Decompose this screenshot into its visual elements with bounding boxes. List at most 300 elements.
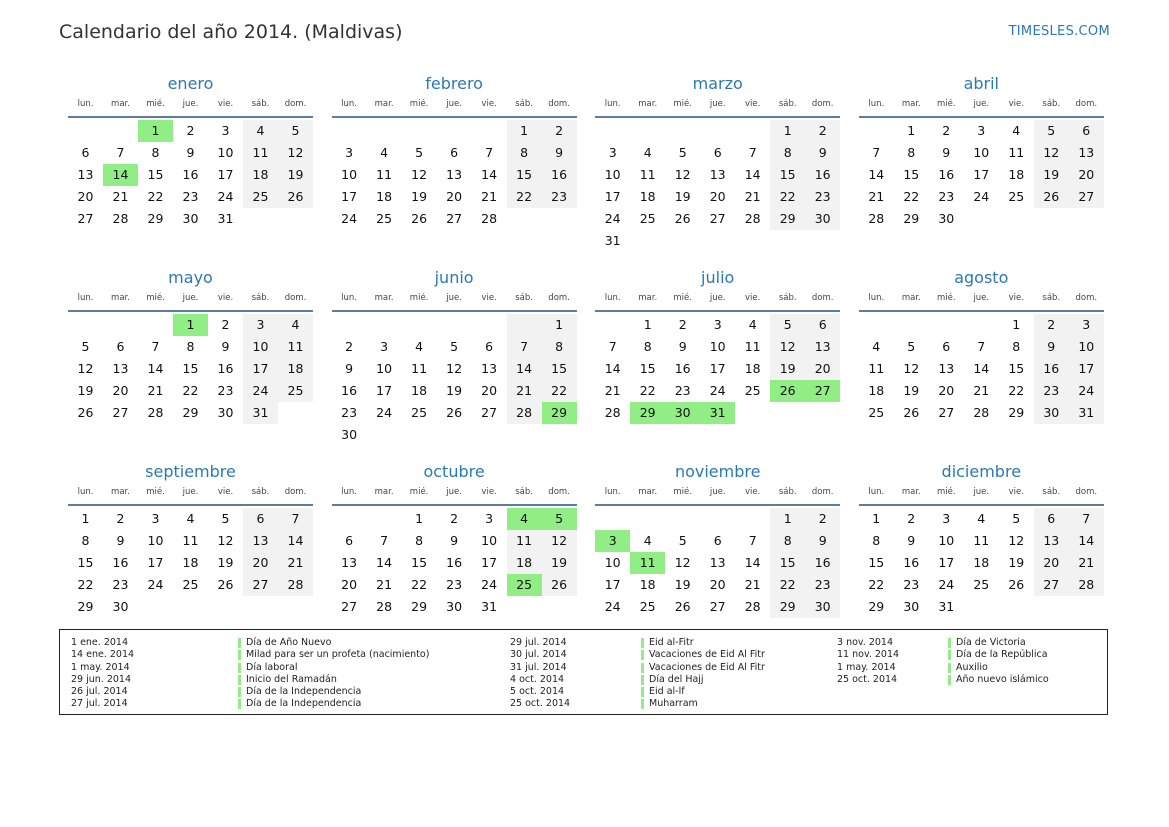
day-cell[interactable]: 4 xyxy=(643,145,652,160)
day-cell[interactable]: 7 xyxy=(380,533,389,548)
day-cell[interactable]: 4 xyxy=(186,511,195,526)
day-cell[interactable]: 14 xyxy=(604,361,621,376)
day-cell[interactable]: 24 xyxy=(147,577,164,592)
day-cell[interactable]: 3 xyxy=(977,123,986,138)
day-cell[interactable]: 25 xyxy=(973,577,990,592)
day-cell[interactable]: 16 xyxy=(805,164,840,186)
day-cell[interactable]: 24 xyxy=(217,189,234,204)
day-cell[interactable]: 2 xyxy=(678,317,687,332)
day-cell[interactable]: 10 xyxy=(217,145,234,160)
day-cell[interactable]: 21 xyxy=(868,189,885,204)
day-cell[interactable]: 4 xyxy=(415,339,424,354)
day-cell[interactable]: 26 xyxy=(1034,186,1069,208)
day-cell[interactable]: 7 xyxy=(485,145,494,160)
day-cell[interactable]: 12 xyxy=(278,142,313,164)
day-cell[interactable]: 24 xyxy=(604,211,621,226)
day-cell[interactable]: 8 xyxy=(415,533,424,548)
day-cell[interactable]: 27 xyxy=(709,211,726,226)
day-cell[interactable]: 24 xyxy=(973,189,990,204)
day-cell[interactable]: 22 xyxy=(639,383,656,398)
day-cell[interactable]: 13 xyxy=(77,167,94,182)
day-cell[interactable]: 6 xyxy=(116,339,125,354)
day-cell[interactable]: 18 xyxy=(278,358,313,380)
day-cell[interactable]: 8 xyxy=(151,145,160,160)
day-cell[interactable]: 20 xyxy=(938,383,955,398)
day-cell[interactable]: 1 xyxy=(138,120,173,142)
day-cell[interactable]: 27 xyxy=(481,405,498,420)
day-cell[interactable]: 29 xyxy=(868,599,885,614)
day-cell[interactable]: 28 xyxy=(376,599,393,614)
day-cell[interactable]: 15 xyxy=(147,167,164,182)
day-cell[interactable]: 23 xyxy=(805,186,840,208)
day-cell[interactable]: 28 xyxy=(1069,574,1104,596)
day-cell[interactable]: 31 xyxy=(1069,402,1104,424)
day-cell[interactable]: 29 xyxy=(147,211,164,226)
day-cell[interactable]: 23 xyxy=(1034,380,1069,402)
day-cell[interactable]: 18 xyxy=(868,383,885,398)
day-cell[interactable]: 19 xyxy=(411,189,428,204)
day-cell[interactable]: 24 xyxy=(481,577,498,592)
day-cell[interactable]: 18 xyxy=(1008,167,1025,182)
day-cell[interactable]: 17 xyxy=(481,555,498,570)
day-cell[interactable]: 9 xyxy=(805,530,840,552)
day-cell[interactable]: 14 xyxy=(1069,530,1104,552)
day-cell[interactable]: 5 xyxy=(450,339,459,354)
day-cell[interactable]: 18 xyxy=(744,361,761,376)
day-cell[interactable]: 4 xyxy=(278,314,313,336)
day-cell[interactable]: 11 xyxy=(411,361,428,376)
day-cell[interactable]: 5 xyxy=(542,508,577,530)
day-cell[interactable]: 9 xyxy=(1034,336,1069,358)
day-cell[interactable]: 11 xyxy=(630,552,665,574)
day-cell[interactable]: 22 xyxy=(903,189,920,204)
day-cell[interactable]: 26 xyxy=(542,574,577,596)
day-cell[interactable]: 19 xyxy=(674,577,691,592)
day-cell[interactable]: 26 xyxy=(674,211,691,226)
day-cell[interactable]: 27 xyxy=(1069,186,1104,208)
day-cell[interactable]: 26 xyxy=(903,405,920,420)
day-cell[interactable]: 27 xyxy=(112,405,129,420)
day-cell[interactable]: 16 xyxy=(446,555,463,570)
day-cell[interactable]: 19 xyxy=(770,358,805,380)
day-cell[interactable]: 29 xyxy=(770,208,805,230)
day-cell[interactable]: 31 xyxy=(243,402,278,424)
day-cell[interactable]: 17 xyxy=(243,358,278,380)
day-cell[interactable]: 8 xyxy=(872,533,881,548)
day-cell[interactable]: 25 xyxy=(376,211,393,226)
day-cell[interactable]: 19 xyxy=(903,383,920,398)
day-cell[interactable]: 1 xyxy=(770,508,805,530)
day-cell[interactable]: 25 xyxy=(639,599,656,614)
day-cell[interactable]: 4 xyxy=(1012,123,1021,138)
day-cell[interactable]: 14 xyxy=(868,167,885,182)
day-cell[interactable]: 10 xyxy=(709,339,726,354)
day-cell[interactable]: 2 xyxy=(221,317,230,332)
day-cell[interactable]: 9 xyxy=(907,533,916,548)
day-cell[interactable]: 12 xyxy=(1008,533,1025,548)
day-cell[interactable]: 19 xyxy=(278,164,313,186)
day-cell[interactable]: 20 xyxy=(1069,164,1104,186)
day-cell[interactable]: 22 xyxy=(770,186,805,208)
day-cell[interactable]: 12 xyxy=(674,555,691,570)
day-cell[interactable]: 24 xyxy=(243,380,278,402)
day-cell[interactable]: 13 xyxy=(1034,530,1069,552)
day-cell[interactable]: 2 xyxy=(345,339,354,354)
day-cell[interactable]: 14 xyxy=(147,361,164,376)
day-cell[interactable]: 2 xyxy=(942,123,951,138)
day-cell[interactable]: 17 xyxy=(973,167,990,182)
day-cell[interactable]: 3 xyxy=(595,530,630,552)
day-cell[interactable]: 12 xyxy=(542,530,577,552)
day-cell[interactable]: 2 xyxy=(805,508,840,530)
day-cell[interactable]: 30 xyxy=(665,402,700,424)
day-cell[interactable]: 1 xyxy=(907,123,916,138)
day-cell[interactable]: 16 xyxy=(217,361,234,376)
day-cell[interactable]: 20 xyxy=(341,577,358,592)
day-cell[interactable]: 15 xyxy=(77,555,94,570)
day-cell[interactable]: 24 xyxy=(604,599,621,614)
day-cell[interactable]: 17 xyxy=(938,555,955,570)
day-cell[interactable]: 10 xyxy=(938,533,955,548)
day-cell[interactable]: 21 xyxy=(507,380,542,402)
day-cell[interactable]: 13 xyxy=(446,167,463,182)
day-cell[interactable]: 18 xyxy=(411,383,428,398)
day-cell[interactable]: 14 xyxy=(376,555,393,570)
day-cell[interactable]: 16 xyxy=(542,164,577,186)
day-cell[interactable]: 13 xyxy=(709,167,726,182)
day-cell[interactable]: 29 xyxy=(903,211,920,226)
day-cell[interactable]: 30 xyxy=(341,427,358,442)
day-cell[interactable]: 17 xyxy=(604,577,621,592)
day-cell[interactable]: 31 xyxy=(938,599,955,614)
day-cell[interactable]: 3 xyxy=(713,317,722,332)
day-cell[interactable]: 25 xyxy=(744,383,761,398)
day-cell[interactable]: 3 xyxy=(243,314,278,336)
day-cell[interactable]: 27 xyxy=(341,599,358,614)
day-cell[interactable]: 18 xyxy=(182,555,199,570)
day-cell[interactable]: 14 xyxy=(744,167,761,182)
day-cell[interactable]: 20 xyxy=(243,552,278,574)
day-cell[interactable]: 22 xyxy=(868,577,885,592)
day-cell[interactable]: 26 xyxy=(411,211,428,226)
day-cell[interactable]: 12 xyxy=(411,167,428,182)
day-cell[interactable]: 27 xyxy=(805,380,840,402)
day-cell[interactable]: 26 xyxy=(1008,577,1025,592)
day-cell[interactable]: 16 xyxy=(341,383,358,398)
day-cell[interactable]: 6 xyxy=(485,339,494,354)
day-cell[interactable]: 13 xyxy=(112,361,129,376)
day-cell[interactable]: 31 xyxy=(217,211,234,226)
day-cell[interactable]: 4 xyxy=(977,511,986,526)
day-cell[interactable]: 30 xyxy=(938,211,955,226)
day-cell[interactable]: 21 xyxy=(604,383,621,398)
day-cell[interactable]: 4 xyxy=(872,339,881,354)
day-cell[interactable]: 27 xyxy=(77,211,94,226)
day-cell[interactable]: 25 xyxy=(182,577,199,592)
day-cell[interactable]: 24 xyxy=(938,577,955,592)
day-cell[interactable]: 11 xyxy=(507,530,542,552)
day-cell[interactable]: 19 xyxy=(674,189,691,204)
day-cell[interactable]: 5 xyxy=(1012,511,1021,526)
day-cell[interactable]: 17 xyxy=(604,189,621,204)
day-cell[interactable]: 17 xyxy=(217,167,234,182)
day-cell[interactable]: 4 xyxy=(748,317,757,332)
day-cell[interactable]: 3 xyxy=(345,145,354,160)
day-cell[interactable]: 14 xyxy=(744,555,761,570)
day-cell[interactable]: 16 xyxy=(903,555,920,570)
day-cell[interactable]: 13 xyxy=(709,555,726,570)
day-cell[interactable]: 9 xyxy=(116,533,125,548)
day-cell[interactable]: 20 xyxy=(709,577,726,592)
day-cell[interactable]: 20 xyxy=(1034,552,1069,574)
day-cell[interactable]: 8 xyxy=(1012,339,1021,354)
day-cell[interactable]: 29 xyxy=(411,599,428,614)
day-cell[interactable]: 12 xyxy=(770,336,805,358)
day-cell[interactable]: 3 xyxy=(151,511,160,526)
day-cell[interactable]: 15 xyxy=(182,361,199,376)
day-cell[interactable]: 11 xyxy=(376,167,393,182)
day-cell[interactable]: 27 xyxy=(1034,574,1069,596)
day-cell[interactable]: 19 xyxy=(542,552,577,574)
day-cell[interactable]: 23 xyxy=(903,577,920,592)
day-cell[interactable]: 18 xyxy=(376,189,393,204)
day-cell[interactable]: 14 xyxy=(278,530,313,552)
day-cell[interactable]: 7 xyxy=(977,339,986,354)
day-cell[interactable]: 11 xyxy=(973,533,990,548)
day-cell[interactable]: 21 xyxy=(376,577,393,592)
day-cell[interactable]: 2 xyxy=(907,511,916,526)
day-cell[interactable]: 28 xyxy=(744,211,761,226)
day-cell[interactable]: 23 xyxy=(341,405,358,420)
day-cell[interactable]: 1 xyxy=(173,314,208,336)
day-cell[interactable]: 7 xyxy=(872,145,881,160)
day-cell[interactable]: 15 xyxy=(542,358,577,380)
day-cell[interactable]: 23 xyxy=(217,383,234,398)
day-cell[interactable]: 20 xyxy=(481,383,498,398)
day-cell[interactable]: 16 xyxy=(938,167,955,182)
day-cell[interactable]: 1 xyxy=(770,120,805,142)
day-cell[interactable]: 10 xyxy=(147,533,164,548)
day-cell[interactable]: 22 xyxy=(770,574,805,596)
day-cell[interactable]: 19 xyxy=(1034,164,1069,186)
day-cell[interactable]: 28 xyxy=(112,211,129,226)
day-cell[interactable]: 9 xyxy=(221,339,230,354)
day-cell[interactable]: 3 xyxy=(1069,314,1104,336)
day-cell[interactable]: 21 xyxy=(744,577,761,592)
day-cell[interactable]: 26 xyxy=(217,577,234,592)
day-cell[interactable]: 25 xyxy=(1008,189,1025,204)
day-cell[interactable]: 7 xyxy=(278,508,313,530)
day-cell[interactable]: 10 xyxy=(604,167,621,182)
day-cell[interactable]: 25 xyxy=(278,380,313,402)
day-cell[interactable]: 26 xyxy=(446,405,463,420)
day-cell[interactable]: 7 xyxy=(1069,508,1104,530)
day-cell[interactable]: 1 xyxy=(415,511,424,526)
day-cell[interactable]: 19 xyxy=(77,383,94,398)
day-cell[interactable]: 1 xyxy=(507,120,542,142)
day-cell[interactable]: 27 xyxy=(709,599,726,614)
day-cell[interactable]: 3 xyxy=(221,123,230,138)
day-cell[interactable]: 6 xyxy=(942,339,951,354)
day-cell[interactable]: 30 xyxy=(805,596,840,618)
day-cell[interactable]: 30 xyxy=(805,208,840,230)
day-cell[interactable]: 22 xyxy=(77,577,94,592)
day-cell[interactable]: 16 xyxy=(182,167,199,182)
site-link[interactable]: TIMESLES.COM xyxy=(1008,24,1110,39)
day-cell[interactable]: 29 xyxy=(182,405,199,420)
day-cell[interactable]: 15 xyxy=(770,164,805,186)
day-cell[interactable]: 13 xyxy=(938,361,955,376)
day-cell[interactable]: 20 xyxy=(77,189,94,204)
day-cell[interactable]: 9 xyxy=(345,361,354,376)
day-cell[interactable]: 5 xyxy=(770,314,805,336)
day-cell[interactable]: 24 xyxy=(376,405,393,420)
day-cell[interactable]: 8 xyxy=(907,145,916,160)
day-cell[interactable]: 20 xyxy=(446,189,463,204)
day-cell[interactable]: 11 xyxy=(868,361,885,376)
day-cell[interactable]: 12 xyxy=(446,361,463,376)
day-cell[interactable]: 21 xyxy=(147,383,164,398)
day-cell[interactable]: 11 xyxy=(182,533,199,548)
day-cell[interactable]: 13 xyxy=(805,336,840,358)
day-cell[interactable]: 18 xyxy=(639,189,656,204)
day-cell[interactable]: 12 xyxy=(217,533,234,548)
day-cell[interactable]: 2 xyxy=(186,123,195,138)
day-cell[interactable]: 18 xyxy=(639,577,656,592)
day-cell[interactable]: 14 xyxy=(481,167,498,182)
day-cell[interactable]: 7 xyxy=(608,339,617,354)
day-cell[interactable]: 28 xyxy=(147,405,164,420)
day-cell[interactable]: 29 xyxy=(630,402,665,424)
day-cell[interactable]: 4 xyxy=(243,120,278,142)
day-cell[interactable]: 23 xyxy=(674,383,691,398)
day-cell[interactable]: 15 xyxy=(507,164,542,186)
day-cell[interactable]: 9 xyxy=(450,533,459,548)
day-cell[interactable]: 6 xyxy=(345,533,354,548)
day-cell[interactable]: 22 xyxy=(147,189,164,204)
day-cell[interactable]: 24 xyxy=(341,211,358,226)
day-cell[interactable]: 11 xyxy=(243,142,278,164)
day-cell[interactable]: 14 xyxy=(103,164,138,186)
day-cell[interactable]: 10 xyxy=(973,145,990,160)
day-cell[interactable]: 9 xyxy=(542,142,577,164)
day-cell[interactable]: 30 xyxy=(1034,402,1069,424)
day-cell[interactable]: 14 xyxy=(507,358,542,380)
day-cell[interactable]: 13 xyxy=(341,555,358,570)
day-cell[interactable]: 10 xyxy=(376,361,393,376)
day-cell[interactable]: 16 xyxy=(674,361,691,376)
day-cell[interactable]: 23 xyxy=(805,574,840,596)
day-cell[interactable]: 8 xyxy=(542,336,577,358)
day-cell[interactable]: 28 xyxy=(481,211,498,226)
day-cell[interactable]: 19 xyxy=(217,555,234,570)
day-cell[interactable]: 17 xyxy=(1069,358,1104,380)
day-cell[interactable]: 15 xyxy=(411,555,428,570)
day-cell[interactable]: 10 xyxy=(1069,336,1104,358)
day-cell[interactable]: 11 xyxy=(1008,145,1025,160)
day-cell[interactable]: 5 xyxy=(81,339,90,354)
day-cell[interactable]: 21 xyxy=(278,552,313,574)
day-cell[interactable]: 30 xyxy=(182,211,199,226)
day-cell[interactable]: 15 xyxy=(868,555,885,570)
day-cell[interactable]: 20 xyxy=(805,358,840,380)
day-cell[interactable]: 29 xyxy=(1008,405,1025,420)
day-cell[interactable]: 9 xyxy=(186,145,195,160)
day-cell[interactable]: 23 xyxy=(112,577,129,592)
day-cell[interactable]: 7 xyxy=(151,339,160,354)
day-cell[interactable]: 8 xyxy=(186,339,195,354)
day-cell[interactable]: 22 xyxy=(542,380,577,402)
day-cell[interactable]: 12 xyxy=(1034,142,1069,164)
day-cell[interactable]: 8 xyxy=(770,142,805,164)
day-cell[interactable]: 26 xyxy=(278,186,313,208)
day-cell[interactable]: 21 xyxy=(1069,552,1104,574)
day-cell[interactable]: 27 xyxy=(446,211,463,226)
day-cell[interactable]: 5 xyxy=(278,120,313,142)
day-cell[interactable]: 11 xyxy=(639,167,656,182)
day-cell[interactable]: 28 xyxy=(507,402,542,424)
day-cell[interactable]: 22 xyxy=(507,186,542,208)
day-cell[interactable]: 10 xyxy=(481,533,498,548)
day-cell[interactable]: 10 xyxy=(341,167,358,182)
day-cell[interactable]: 26 xyxy=(77,405,94,420)
day-cell[interactable]: 16 xyxy=(1034,358,1069,380)
day-cell[interactable]: 31 xyxy=(700,402,735,424)
day-cell[interactable]: 25 xyxy=(639,211,656,226)
day-cell[interactable]: 4 xyxy=(643,533,652,548)
day-cell[interactable]: 17 xyxy=(376,383,393,398)
day-cell[interactable]: 25 xyxy=(507,574,542,596)
day-cell[interactable]: 23 xyxy=(938,189,955,204)
day-cell[interactable]: 24 xyxy=(709,383,726,398)
day-cell[interactable]: 28 xyxy=(278,574,313,596)
day-cell[interactable]: 11 xyxy=(278,336,313,358)
day-cell[interactable]: 6 xyxy=(805,314,840,336)
day-cell[interactable]: 29 xyxy=(77,599,94,614)
day-cell[interactable]: 5 xyxy=(415,145,424,160)
day-cell[interactable]: 12 xyxy=(674,167,691,182)
day-cell[interactable]: 25 xyxy=(411,405,428,420)
day-cell[interactable]: 10 xyxy=(243,336,278,358)
day-cell[interactable]: 19 xyxy=(446,383,463,398)
day-cell[interactable]: 31 xyxy=(604,233,621,248)
day-cell[interactable]: 8 xyxy=(643,339,652,354)
day-cell[interactable]: 1 xyxy=(872,511,881,526)
day-cell[interactable]: 7 xyxy=(748,533,757,548)
day-cell[interactable]: 28 xyxy=(868,211,885,226)
day-cell[interactable]: 25 xyxy=(868,405,885,420)
day-cell[interactable]: 28 xyxy=(744,599,761,614)
day-cell[interactable]: 30 xyxy=(446,599,463,614)
day-cell[interactable]: 2 xyxy=(450,511,459,526)
day-cell[interactable]: 5 xyxy=(907,339,916,354)
day-cell[interactable]: 6 xyxy=(450,145,459,160)
day-cell[interactable]: 17 xyxy=(341,189,358,204)
day-cell[interactable]: 10 xyxy=(604,555,621,570)
day-cell[interactable]: 9 xyxy=(942,145,951,160)
day-cell[interactable]: 5 xyxy=(678,145,687,160)
day-cell[interactable]: 2 xyxy=(805,120,840,142)
day-cell[interactable]: 26 xyxy=(674,599,691,614)
day-cell[interactable]: 1 xyxy=(1012,317,1021,332)
day-cell[interactable]: 3 xyxy=(942,511,951,526)
day-cell[interactable]: 3 xyxy=(485,511,494,526)
day-cell[interactable]: 16 xyxy=(112,555,129,570)
day-cell[interactable]: 9 xyxy=(678,339,687,354)
day-cell[interactable]: 15 xyxy=(639,361,656,376)
day-cell[interactable]: 8 xyxy=(507,142,542,164)
day-cell[interactable]: 28 xyxy=(973,405,990,420)
